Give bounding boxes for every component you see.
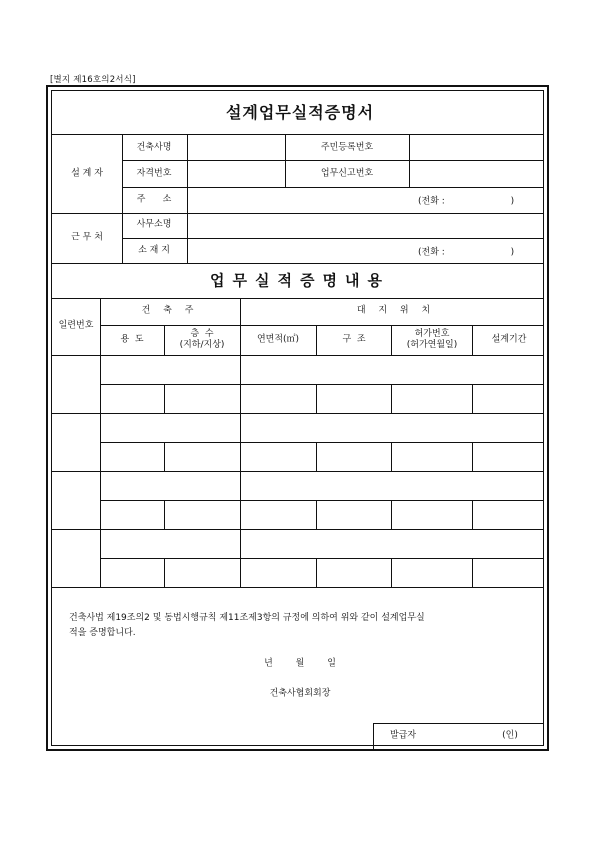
structure-header: 구 조	[342, 334, 366, 345]
designer-group-label: 설 계 자	[71, 168, 103, 179]
issuer-organization: 건축사협회회장	[269, 688, 331, 699]
resident-number-label: 주민등록번호	[320, 142, 374, 153]
site-location-header: 대 지 위 치	[356, 305, 436, 316]
floors-header: 층 수 (지하/지상)	[179, 328, 225, 350]
office-name-label: 사무소명	[136, 219, 172, 230]
issuer-label: 발급자	[389, 730, 417, 741]
serial-number-header: 일련번호	[58, 320, 94, 331]
design-period-header: 설계기간	[491, 334, 527, 345]
workplace-phone-text: (전화 : )	[418, 247, 515, 258]
building-owner-header: 건 축 주	[141, 305, 199, 316]
designer-phone-text: (전화 : )	[418, 196, 515, 207]
architect-name-label: 건축사명	[136, 142, 172, 153]
office-location-label: 소 재 지	[138, 245, 170, 256]
use-header: 용 도	[120, 334, 144, 345]
floor-area-header: 연면적(㎡)	[256, 334, 300, 345]
document-title: 설계업무실적증명서	[225, 103, 375, 122]
business-report-number-label: 업무신고번호	[320, 168, 374, 179]
section-title: 업무실적증명내용	[210, 271, 390, 290]
workplace-group-label: 근 무 처	[71, 232, 103, 243]
permit-number-header: 허가번호 (허가연월일)	[406, 328, 458, 350]
certification-statement-line-2: 적을 증명합니다.	[69, 628, 136, 638]
address-label: 주 소	[136, 194, 172, 205]
form-outer-border	[46, 85, 549, 751]
form-number-label: [별지 제16호의2서식]	[50, 75, 136, 85]
form-body	[51, 90, 544, 746]
certification-statement-line-1: 건축사법 제19조의2 및 동법시행규칙 제11조제3항의 규정에 의하여 위와 같이 설계업무실	[69, 613, 425, 623]
license-number-label: 자격번호	[136, 168, 172, 179]
issue-date: 년 월 일	[264, 658, 336, 669]
seal-mark: (인)	[502, 730, 518, 741]
